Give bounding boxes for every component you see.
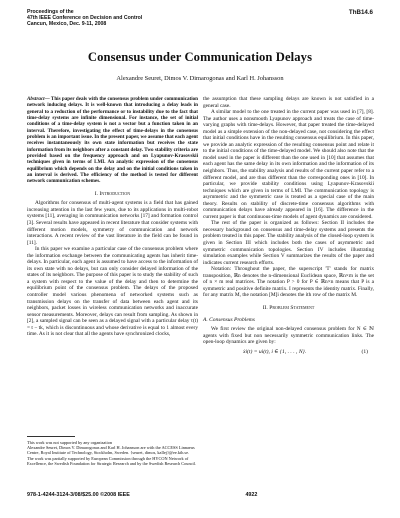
footnote-line-3: The work was partially supported by European Commission through the HYCON Network of Excellence, the Swedish Foundation for Strategic Research and by the Swedish Research Council. bbox=[27, 455, 196, 466]
header-line-2: 47th IEEE Conference on Decision and Control bbox=[27, 15, 143, 22]
equation-1 bbox=[203, 346, 374, 356]
intro-paragraph-2: In this paper we examine a particular case of the consensus problem where the information exchange between the communicating agents has inherit time-delays. In particular, each agent is assumed to have access to the information of its own state with no delays, but can only consider delayed information of the states of its neighbors. The purpose of this paper is to study the stability of such a system with respect to the value of the delay and then to determine the equilibrium point of the consensus problem. The delays of the proposed controller model various phenomena of networked systems such as transmission delays on the transfer of data between each agent and its neighbors, packet losses in wireless communication networks and inaccurate sensor measurements. Moreover, delays can result from sampling. As shown in [2], a sampled signal can be seen as a delayed signal with a particular delay τ(t) = t − tk, which is discontinuous and whose derivative is equal to 1 almost every time. As it is not clear that all the agents have synchronized clocks, bbox=[27, 246, 198, 338]
footnote bbox=[27, 440, 198, 466]
section-heading-introduction: I. Introduction bbox=[94, 190, 131, 197]
subsection-heading-consensus: A. Consensus Problems bbox=[203, 316, 255, 323]
author-list: Alexandre Seuret, Dimos V. Dimarogonas and Karl H. Johansson bbox=[116, 75, 284, 82]
abstract bbox=[27, 96, 198, 185]
right-paragraph-1: the assumption that these sampling delays are known is not satisfied in a general case. bbox=[203, 96, 374, 109]
left-column bbox=[27, 96, 198, 338]
right-column bbox=[203, 96, 374, 355]
footnote-rule bbox=[27, 436, 75, 437]
notation-paragraph: Notation: Throughout the paper, the superscript 'T' stands for matrix transposition, ℝn denotes the n-dimensional Euclidean space, ℝn×m is the set of n × m real matrices. The notation P > 0 for P ∈ ℝn×n means that P is a symmetric and positive definite matrix. I represents the identity matrix. Finally, for any matrix M, the notation [M]i denotes the ith row of the matrix M. bbox=[203, 266, 374, 299]
header-line-1: Proceedings of the bbox=[27, 9, 74, 15]
paper-title: Consensus under Communication Delays bbox=[87, 50, 313, 64]
session-tag: ThB14.6 bbox=[348, 9, 373, 16]
copyright-line: 978-1-4244-3124-3/08/$25.00 ©2008 IEEE bbox=[27, 492, 130, 498]
intro-paragraph-1: Algorithms for consensus of multi-agent systems is a field that has gained increasing attention in the last few years, due to its applications in multi-robot systems [11], averaging in communication networks [17] and formation control [3]. Several results have appeared in recent literature that consider systems with different motion models, symmetry of communication and network interactions. A recent review of the vast literature in the field can be found in [11]. bbox=[27, 200, 198, 246]
footnote-line-2: Alexandre Seuret, Dimos V. Dimarogonas and Karl H. Johansson are with the ACCESS Linnaeus Centre, Royal Institute of Technology, Stockholm, Sweden. {seuret, dimos, kallej}@ee.kth.se. bbox=[27, 445, 195, 456]
page-number: 4922 bbox=[245, 492, 258, 498]
section-heading-problem-statement: II. Problem Statement bbox=[262, 304, 315, 311]
equation-body: ẋi(t) = ui(t), i ∈ {1, . . . , N}. bbox=[243, 348, 307, 355]
equation-number: (1) bbox=[361, 348, 368, 355]
right-paragraph-3: The rest of the paper is organized as follows: Section II includes the necessary background on consensus and time-delay systems and presents the problem treated in this paper. The stability analysis of the closed-loop system is given in Section III which includes both the cases of asymmetric and symmetric communication topologies. Section IV includes illustrating simulation examples while Section V summarizes the results of the paper and indicates current research efforts. bbox=[203, 220, 374, 266]
header-line-3: Cancun, Mexico, Dec. 9-11, 2008 bbox=[27, 21, 107, 28]
footnote-line-1: This work was not supported by any organization bbox=[27, 440, 113, 445]
page-footer bbox=[27, 492, 373, 498]
right-paragraph-5: We first review the original non-delayed consensus problem for N ∈ ℕ agents with fixed but non necessarily symmetric communication links. The open-loop dynamics are given by: bbox=[203, 326, 374, 346]
abstract-text: — This paper deals with the consensus problem under communication network inducing delays. It is well-known that introducing a delay leads in general to a reduction of the performance or to instability due to the fact that time-delay systems are infinite dimensional. For instance, the set of initial conditions of a time-delay system is not a vector but a function taken in an interval. Therefore, investigating the effect of time-delays in the consensus problem is an important issue. In the present paper, we assume that each agent receives instantaneously its own state information but receives the state information from its neighbors after a constant delay. Two stability criteria are provided based on the frequency approach and on Lyapunov-Krasovskii techniques given in terms of LMI. An analytic expression of the consensus equilibrium which depends on the delay and on the initial conditions taken in an interval is derived. The efficiency of the method is tested for different network communication schemes. bbox=[27, 96, 199, 185]
right-paragraph-2: A similar model to the one treated in the current paper was used in [7], [8]. The author uses a nonsmooth Lyapunov approach and treats the case of time-varying graphs with time-delays. However, that paper treated the time-delayed model as a simple extension of the non-delayed case, not considering the effect that initial conditions have in the resulting consensus equilibrium. In this paper, we provide an analytic expression of the resulting consensus point and relate it to the initial conditions of the time-delayed model. We should also note that the model used in the paper is different than the one used in [10] that assumes that each agent has the same delay in its own information and the information of its neighbors. Thus, the stability analysis and results of the current paper refer to a different model, and are thus different than the corresponding ones in [10]. In particular, we provide stability conditions using Lyapunov-Krasovskii techniques which are given in terms of LMI. The communication topology is asymmetric and the symmetric case is treated as a special case of the main theory. Results on stability of discrete-time consensus algorithms with communication delays have already appeared in [16]. The difference in the current paper is that continuous-time models of agent dynamics are considered. bbox=[203, 109, 374, 220]
abstract-label: Abstract bbox=[27, 96, 45, 102]
proceedings-header bbox=[27, 9, 142, 28]
